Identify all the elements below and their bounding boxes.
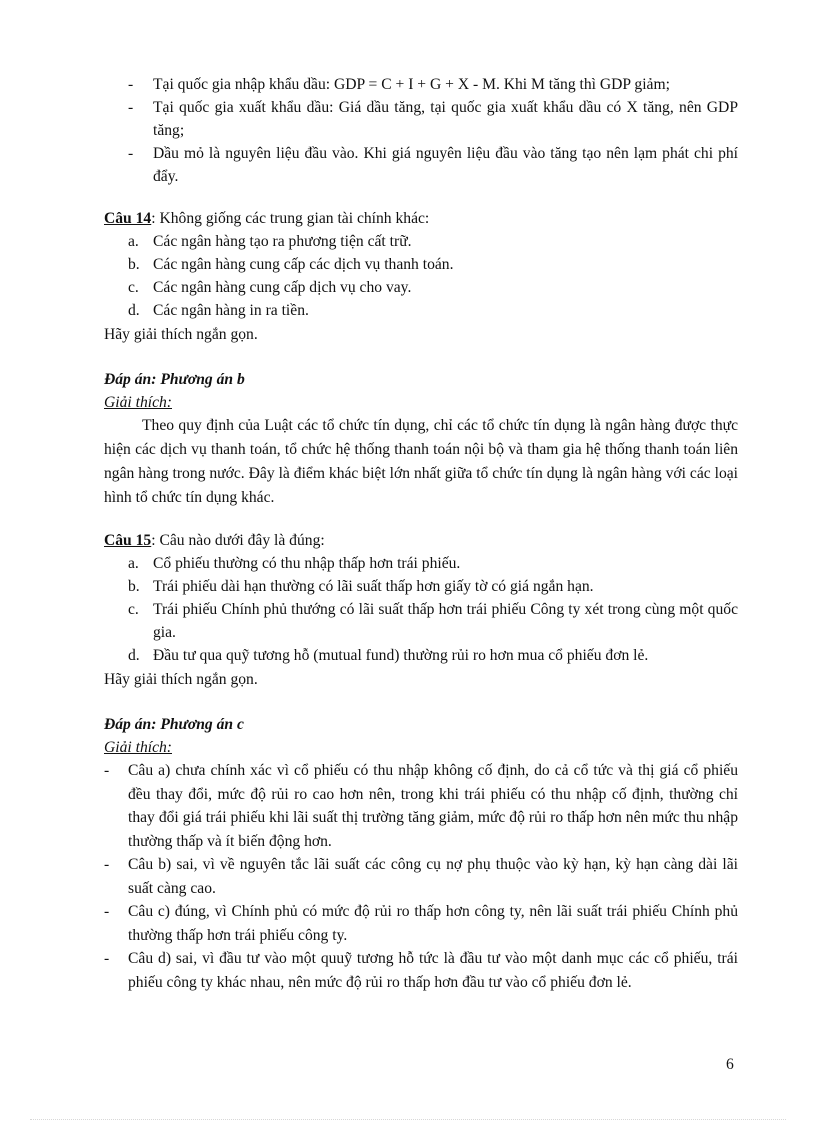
bullet-dash: -	[104, 762, 110, 779]
option-item	[104, 552, 738, 575]
option-text: Các ngân hàng in ra tiền.	[153, 302, 309, 319]
explanation-text: Câu b) sai, vì về nguyên tắc lãi suất các công cụ nợ phụ thuộc vào kỳ hạn, kỳ hạn càng dài lãi suất càng cao.	[128, 856, 738, 897]
explanation-item	[104, 759, 738, 853]
intro-bullet-text: Tại quốc gia nhập khẩu dầu: GDP = C + I + G + X - M. Khi M tăng thì GDP giảm;	[153, 76, 670, 93]
option-item	[104, 276, 738, 299]
option-letter: d.	[128, 302, 140, 319]
option-letter: a.	[128, 555, 139, 572]
question-15-explanation-list	[104, 759, 738, 994]
option-item	[104, 230, 738, 253]
bullet-dash: -	[128, 99, 134, 116]
page-content	[104, 73, 738, 994]
bullet-dash: -	[104, 856, 110, 873]
question-14-explain-label: Giải thích:	[104, 394, 172, 411]
bullet-dash: -	[104, 950, 110, 967]
option-letter: a.	[128, 233, 139, 250]
bullet-dash: -	[128, 76, 134, 93]
question-14-answer: Đáp án: Phương án b	[104, 371, 245, 388]
option-text: Các ngân hàng tạo ra phương tiện cất trữ.	[153, 233, 412, 250]
option-text: Các ngân hàng cung cấp dịch vụ cho vay.	[153, 279, 412, 296]
question-14-prompt: Hãy giải thích ngắn gọn.	[104, 326, 258, 343]
option-letter: c.	[128, 601, 139, 618]
explanation-item	[104, 853, 738, 900]
intro-bullet	[104, 142, 738, 188]
footer-divider	[30, 1119, 786, 1120]
page-number: 6	[726, 1056, 734, 1073]
question-15-heading	[104, 529, 738, 552]
intro-bullet-text: Dầu mỏ là nguyên liệu đầu vào. Khi giá nguyên liệu đầu vào tăng tạo nên lạm phát chi phí đẩy.	[153, 145, 738, 185]
intro-bullet-list	[104, 73, 738, 188]
option-item	[104, 575, 738, 598]
option-letter: d.	[128, 647, 140, 664]
option-text: Cổ phiếu thường có thu nhập thấp hơn trái phiếu.	[153, 555, 461, 572]
question-14-label: Câu 14	[104, 210, 152, 227]
explanation-text: Câu d) sai, vì đầu tư vào một quuỹ tương hỗ tức là đầu tư vào một danh mục các cổ phiếu, trái phiếu công ty khác nhau, nên mức độ rủi ro thấp hơn đầu tư vào cổ phiếu đơn lẻ.	[128, 950, 738, 991]
option-text: Trái phiếu Chính phủ thướng có lãi suất thấp hơn trái phiếu Công ty xét trong cùng một quốc gia.	[153, 601, 738, 641]
option-text: Trái phiếu dài hạn thường có lãi suất thấp hơn giấy tờ có giá ngắn hạn.	[153, 578, 594, 595]
intro-bullet-text: Tại quốc gia xuất khẩu dầu: Giá dầu tăng, tại quốc gia xuất khẩu dầu có X tăng, nên GDP tăng;	[153, 99, 738, 139]
option-text: Đầu tư qua quỹ tương hỗ (mutual fund) thường rủi ro hơn mua cổ phiếu đơn lẻ.	[153, 647, 649, 664]
intro-bullet	[104, 73, 738, 96]
bullet-dash: -	[128, 145, 134, 162]
explanation-item	[104, 947, 738, 994]
question-15-prompt: Hãy giải thích ngắn gọn.	[104, 671, 258, 688]
question-14-explanation: Theo quy định của Luật các tổ chức tín dụng, chỉ các tổ chức tín dụng là ngân hàng được thực hiện các dịch vụ thanh toán, tổ chức hệ thống thanh toán nội bộ và tham gia hệ thống thanh toán liên ngân hàng trong nước. Đây là điểm khác biệt lớn nhất giữa tổ chức tín dụng là ngân hàng với các loại hình tổ chức tín dụng khác.	[104, 417, 738, 506]
question-14-options	[104, 230, 738, 322]
option-item	[104, 253, 738, 276]
option-item	[104, 598, 738, 644]
option-letter: c.	[128, 279, 139, 296]
question-15-explain-label: Giải thích:	[104, 739, 172, 756]
option-letter: b.	[128, 578, 140, 595]
question-14-text: : Không giống các trung gian tài chính khác:	[151, 210, 430, 227]
explanation-item	[104, 900, 738, 947]
question-15-text: : Câu nào dưới đây là đúng:	[151, 532, 325, 549]
question-15-options	[104, 552, 738, 667]
intro-bullet	[104, 96, 738, 142]
explanation-text: Câu a) chưa chính xác vì cổ phiếu có thu nhập không cố định, do cả cổ tức và thị giá cổ phiếu đều thay đổi, mức độ rủi ro cao hơn nên, trong khi trái phiếu có thu nhập cố định, thường chỉ thay đổi giá trái phiếu khi lãi suất thị trường tăng giảm, mức độ rủi ro thấp hơn nên mức thu nhập thường thấp và ít biến động hơn.	[128, 762, 738, 850]
question-14-heading	[104, 207, 738, 230]
question-15-label: Câu 15	[104, 532, 152, 549]
bullet-dash: -	[104, 903, 110, 920]
option-item	[104, 644, 738, 667]
option-item	[104, 299, 738, 322]
explanation-text: Câu c) đúng, vì Chính phủ có mức độ rủi ro thấp hơn công ty, nên lãi suất trái phiếu Chính phủ thường thấp hơn trái phiếu công ty.	[128, 903, 738, 944]
question-15-answer: Đáp án: Phương án c	[104, 716, 244, 733]
option-letter: b.	[128, 256, 140, 273]
option-text: Các ngân hàng cung cấp các dịch vụ thanh toán.	[153, 256, 454, 273]
